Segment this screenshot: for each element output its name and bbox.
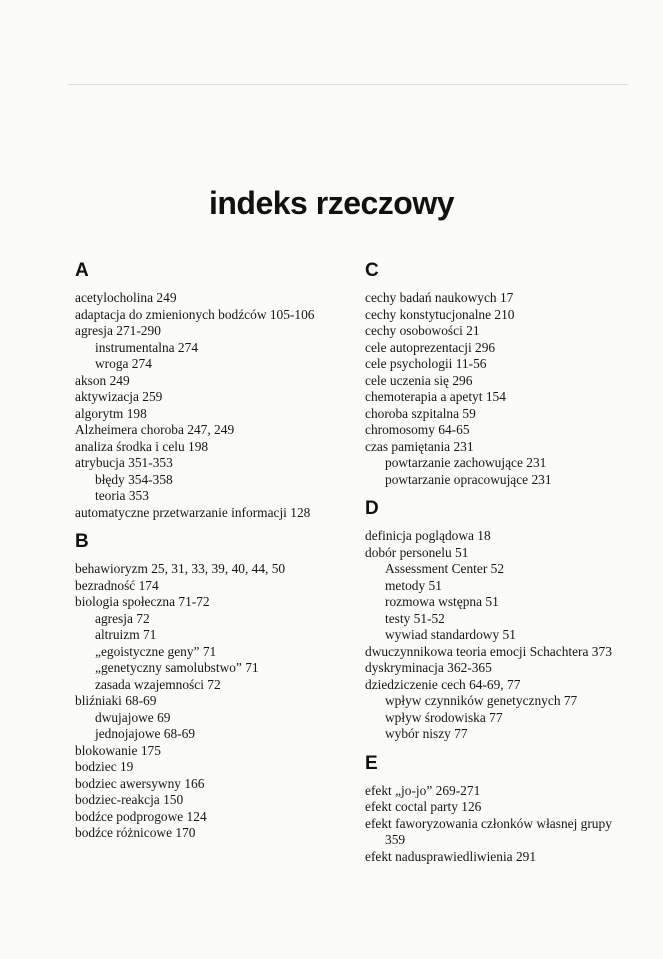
index-entry: atrybucja 351-353 — [75, 455, 173, 470]
index-entry: choroba szpitalna 59 — [365, 405, 476, 421]
index-entry: blokowanie 175 — [75, 742, 161, 758]
index-subentry: powtarzanie opracowujące 231 — [385, 471, 552, 487]
section-letter: E — [365, 752, 378, 774]
index-subentry: wpływ środowiska 77 — [385, 709, 503, 725]
index-entry: cele uczenia się 296 — [365, 372, 473, 388]
index-entry: aktywizacja 259 — [75, 389, 163, 404]
index-section — [365, 498, 635, 743]
index-entry: Alzheimera choroba 247, 249 — [75, 422, 235, 437]
index-subentry: rozmowa wstępna 51 — [385, 594, 499, 609]
index-subentry: altruizm 71 — [95, 627, 157, 642]
index-column-left — [75, 260, 345, 842]
index-entry: adaptacja do zmienionych bodźców 105-106 — [75, 306, 315, 322]
section-letter: C — [365, 260, 379, 281]
index-subentry: agresja 72 — [95, 610, 150, 626]
index-subentry: „egoistyczne geny” 71 — [95, 643, 217, 659]
index-entry: bodźce podprogowe 124 — [75, 808, 207, 824]
index-entry: bodziec 19 — [75, 759, 134, 774]
index-entry: definicja poglądowa 18 — [365, 528, 491, 543]
index-subentry: wybór niszy 77 — [385, 726, 468, 741]
index-entry: efekt faworyzowania członków własnej grupy 359 — [365, 815, 612, 847]
section-letter: A — [75, 260, 89, 281]
index-section — [75, 260, 345, 521]
index-entry: cechy konstytucjonalne 210 — [365, 306, 515, 322]
index-entry: dobór personelu 51 — [365, 544, 469, 560]
index-entry: bodźce różnicowe 170 — [75, 825, 196, 840]
index-section — [365, 260, 635, 488]
index-entry: cechy osobowości 21 — [365, 323, 480, 338]
index-entry: dziedziczenie cech 64-69, 77 — [365, 676, 521, 692]
index-entry: dwuczynnikowa teoria emocji Schachtera 373 — [365, 643, 612, 659]
index-entry: cele psychologii 11-56 — [365, 356, 487, 371]
index-subentry: testy 51-52 — [385, 610, 445, 626]
index-entry: chromosomy 64-65 — [365, 422, 470, 437]
index-entry: chemoterapia a apetyt 154 — [365, 389, 506, 404]
index-entry: bliźniaki 68-69 — [75, 693, 157, 708]
index-subentry: błędy 354-358 — [95, 471, 173, 487]
index-entry: efekt nadusprawiedliwienia 291 — [365, 848, 537, 864]
index-subentry: metody 51 — [385, 577, 442, 593]
index-entry: bezradność 174 — [75, 577, 159, 593]
index-subentry: wroga 274 — [95, 356, 152, 371]
index-subentry: teoria 353 — [95, 488, 149, 503]
index-subentry: powtarzanie zachowujące 231 — [385, 455, 547, 470]
index-subentry: wywiad standardowy 51 — [385, 627, 516, 642]
index-entry: efekt coctal party 126 — [365, 799, 482, 814]
index-entry: analiza środka i celu 198 — [75, 438, 209, 454]
page-title: indeks rzeczowy — [208, 185, 455, 221]
index-entry: cechy badań naukowych 17 — [365, 290, 514, 305]
index-entry: efekt „jo-jo” 269-271 — [365, 782, 481, 798]
section-letter: D — [365, 498, 379, 519]
index-section — [75, 531, 345, 842]
index-entry: bodziec awersywny 166 — [75, 775, 205, 791]
index-subentry: zasada wzajemności 72 — [95, 676, 221, 692]
index-subentry: wpływ czynników genetycznych 77 — [385, 693, 578, 708]
index-subentry: „genetyczny samolubstwo” 71 — [95, 660, 259, 675]
index-entry: bodziec-reakcja 150 — [75, 792, 184, 807]
index-entry: automatyczne przetwarzanie informacji 128 — [75, 504, 311, 520]
index-entry: acetylocholina 249 — [75, 290, 177, 305]
index-entry: czas pamiętania 231 — [365, 438, 474, 454]
index-entry: biologia społeczna 71-72 — [75, 594, 210, 609]
index-entry: algorytm 198 — [75, 405, 147, 421]
index-entry: behawioryzm 25, 31, 33, 39, 40, 44, 50 — [75, 561, 286, 576]
index-column-right — [365, 260, 635, 865]
index-subentry: instrumentalna 274 — [95, 339, 199, 355]
index-subentry: Assessment Center 52 — [385, 561, 505, 576]
bleed-through-rule — [68, 84, 628, 85]
index-subentry: jednojajowe 68-69 — [95, 726, 196, 741]
index-section — [365, 753, 635, 866]
index-entry: dyskryminacja 362-365 — [365, 660, 492, 675]
index-entry: akson 249 — [75, 372, 130, 388]
section-letter: B — [75, 531, 89, 552]
index-subentry: dwujajowe 69 — [95, 709, 171, 725]
index-entry: agresja 271-290 — [75, 323, 161, 338]
index-entry: cele autoprezentacji 296 — [365, 339, 496, 355]
